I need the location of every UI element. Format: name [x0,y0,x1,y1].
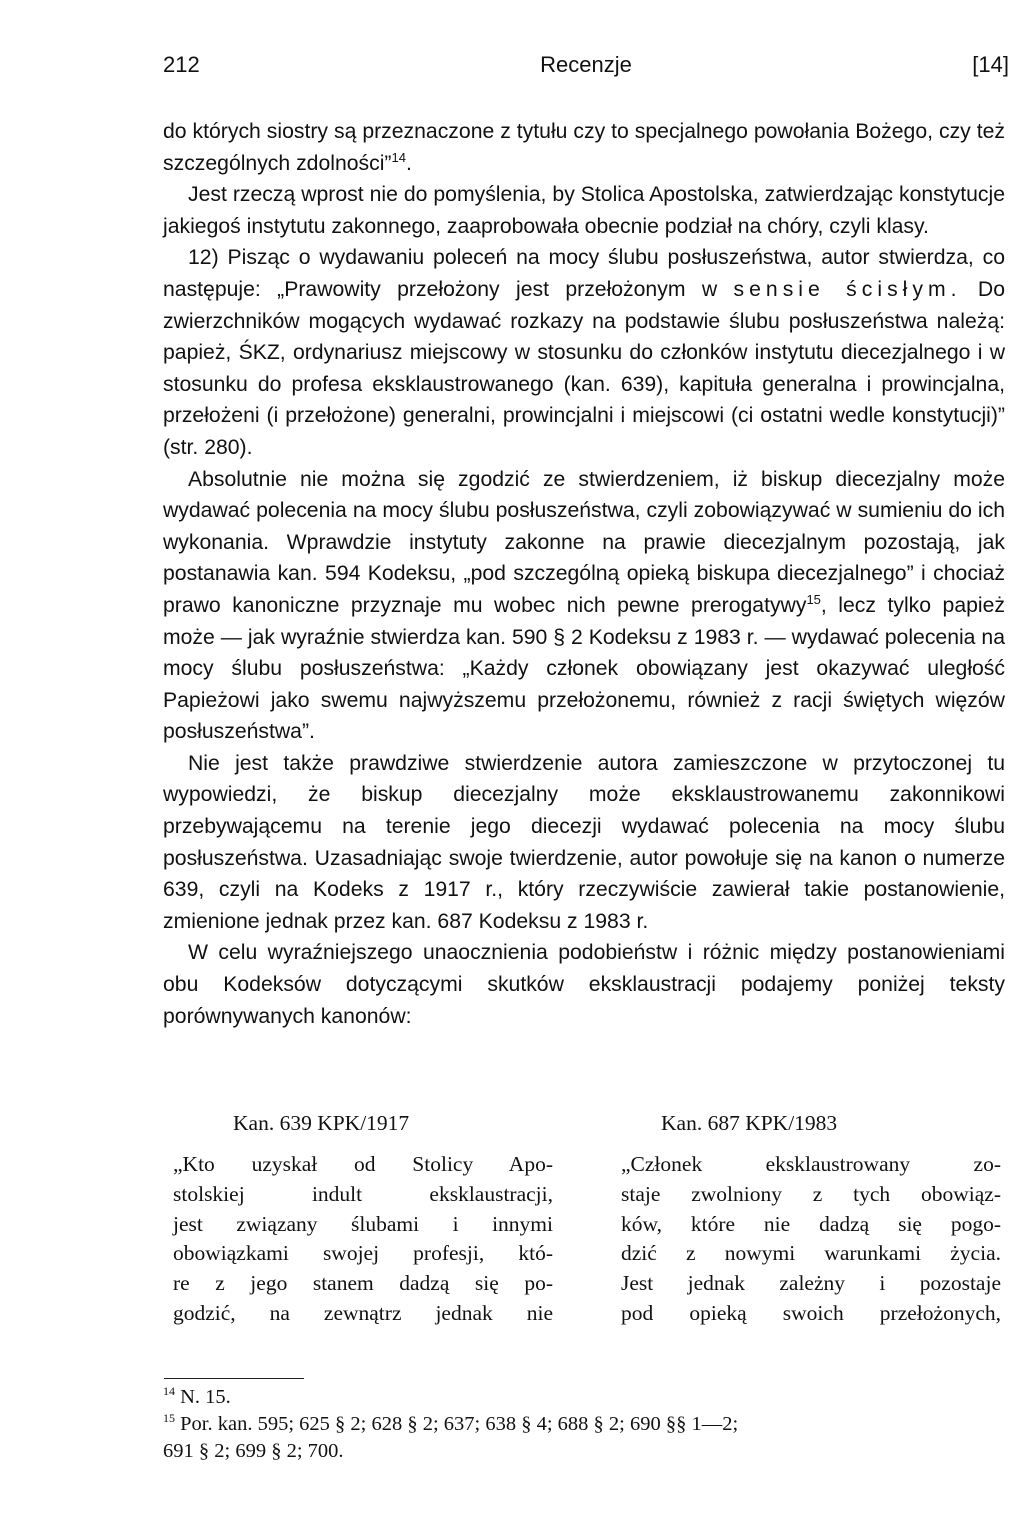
footnote-ref-14: 14 [391,149,406,165]
main-text [163,116,1005,1032]
footnote-ref-15: 15 [806,591,821,607]
canon-line: stolskiej indult eksklaustracji, [173,1181,553,1206]
paragraph-text: Do zwierzchników mogących wydawać rozkazy na podstawie ślubu posłuszeństwa należą: papież, ŚKZ, ordynariusz miejscowy w stosunku do członków instytutu diecezjalnego i w stosunku do profesa eksklaustrowanego (kan. 639), kapituła generalna i prowincjalna, przełożeni (i przełożone) generalni, prowincjalni i miejscowi (ci ostatni wedle konstytucji)” (str. 280). [163,277,1005,459]
paragraph-punct: . [405,151,412,175]
paragraph-point-12 [163,242,1005,463]
canon-heading: Kan. 687 KPK/1983 [661,1111,838,1135]
paragraph-text: Absolutnie nie można się zgodzić ze stwierdzeniem, iż biskup diecezjalny może wydawać polecenia na mocy ślubu posłuszeństwa, czyli zobowiązywać w sumieniu do ich wykonania. Wprawdzie instytuty zakonne na prawie diecezjalnym pozostają, jak postanawia kan. 594 Kodeksu, „pod szczególną opieką biskupa diecezjalnego” i chociaż prawo kanoniczne przyznaje mu wobec nich pewne prerogatywy [163,467,1005,617]
footnote-14 [163,1384,1009,1411]
footnote-text: Por. kan. 595; 625 § 2; 628 § 2; 637; 638 § 4; 688 § 2; 690 §§ 1—2; [175,1413,739,1435]
paragraph: W celu wyraźniejszego unaocznienia podobieństw i różnic między postanowieniami obu Kodeksów dotyczącymi skutków eksklaustracji podajemy poniżej teksty porównywanych kanonów: [163,941,1005,1028]
running-title: Recenzje [540,52,632,77]
canon-line: obowiązkami swojej profesji, któ- [173,1241,553,1266]
canon-line: dzić z nowymi warunkami życia. [621,1241,1001,1266]
paragraph-text: , lecz tylko papież może — jak wyraźnie stwierdza kan. 590 § 2 Kodeksu z 1983 r. — wydawać polecenia na mocy ślubu posłuszeństwa: „Każdy członek obowiązany jest okazywać uległość Papieżowi jako swemu najwyższemu przełożonemu, również z racji świętych więzów posłuszeństwa”. [163,593,1005,744]
canon-column-1983 [621,1108,1001,1329]
canon-comparison [163,1108,1009,1368]
canon-text [173,1150,553,1329]
paragraph: Nie jest także prawdziwe stwierdzenie autora zamieszczone w przytoczonej tu wypowiedzi, że biskup diecezjalny może eksklaustrowanemu zakonnikowi przebywającemu na terenie jego diecezji wydawać polecenia na mocy ślubu posłuszeństwa. Uzasadniając swoje twierdzenie, autor powołuje się na kanon o numerze 639, czyli na Kodeks z 1917 r., który rzeczywiście zawierał takie postanowienie, zmienione jednak przez kan. 687 Kodeksu z 1983 r. [163,751,1005,933]
paragraph [163,464,1005,748]
canon-heading: Kan. 639 KPK/1917 [233,1111,410,1135]
footnote-15-continued: 691 § 2; 699 § 2; 700. [163,1440,344,1462]
running-header [163,50,1009,80]
section-number: [14] [972,52,1009,77]
footnotes [163,1384,1009,1465]
paragraph-continued [163,116,1005,179]
canon-line: „Kto uzyskał od Stolicy Apo- [173,1152,553,1176]
footnote-divider [164,1378,304,1379]
canon-line: jest związany ślubami i innymi [173,1211,553,1236]
canon-line: re z jego stanem dadzą się po- [173,1271,553,1296]
paragraph-text: do których siostry są przeznaczone z tytułu czy to specjalnego powołania Bożego, czy też szczególnych zdolności” [163,120,1005,175]
paragraph: Jest rzeczą wprost nie do pomyślenia, by Stolica Apostolska, zatwierdzając konstytucje jakiegoś instytutu zakonnego, zaaprobowała obecnie podział na chóry, czyli klasy. [163,183,1005,238]
canon-line: godzić, na zewnątrz jednak nie [173,1300,553,1325]
footnote-mark: 14 [163,1384,175,1399]
canon-text [621,1150,1001,1329]
footnote-mark: 15 [163,1411,175,1426]
canon-column-1917 [173,1108,553,1329]
footnote-15 [163,1411,1009,1438]
canon-line: staje zwolniony z tych obowiąz- [621,1181,1001,1206]
page-number: 212 [163,52,200,77]
canon-line: pod opieką swoich przełożonych, [621,1300,1001,1325]
paragraph-text: 12) Pisząc o wydawaniu poleceń na mocy ślubu posłuszeństwa, autor stwierdza, co następuje: „Prawowity przełożony jest przełożonym w [163,246,1005,301]
canon-line: „Członek eksklaustrowany zo- [621,1152,1001,1176]
canon-line: ków, które nie dadzą się pogo- [621,1211,1001,1236]
canon-line: Jest jednak zależny i pozostaje [621,1271,1001,1296]
footnote-text: N. 15. [175,1386,231,1408]
emphasized-text: sensie ścisłym. [733,277,962,301]
